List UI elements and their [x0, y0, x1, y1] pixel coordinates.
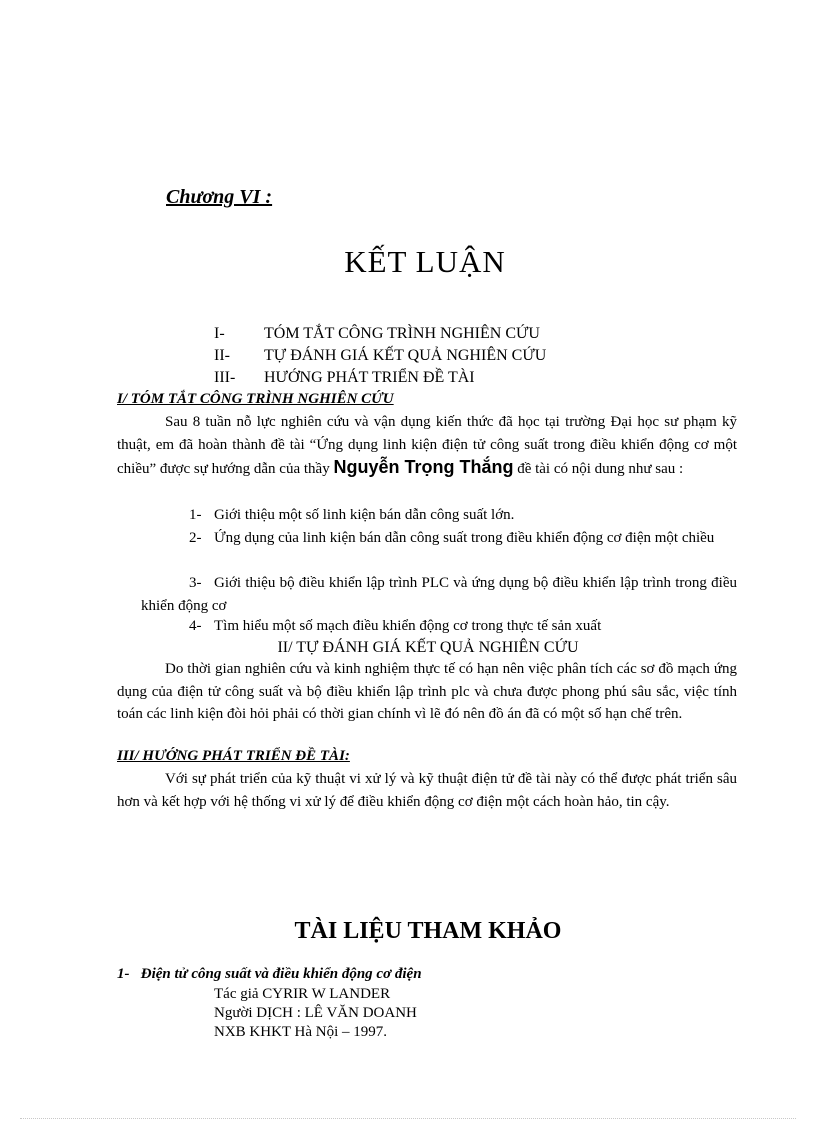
list-item-text: Giới thiệu một số linh kiện bán dẫn công suất lớn. [214, 507, 515, 523]
reference-number: 1- [117, 966, 130, 982]
page-bottom-divider [20, 1118, 796, 1119]
list-item-number: 1- [189, 507, 202, 523]
toc-item-number: III- [214, 369, 236, 386]
list-item-text: Giới thiệu bộ điều khiển lập trình PLC và ứng dụng bộ điều khiển lập trình trong điều khiển động cơ [141, 575, 737, 614]
list-item-number: 3- [189, 575, 202, 591]
reference-translator: Người DỊCH : LÊ VĂN DOANH [214, 1005, 417, 1021]
list-item-text: Tìm hiểu một số mạch điều khiển động cơ trong thực tế sản xuất [214, 618, 602, 634]
section-heading-development: III/ HƯỚNG PHÁT TRIỂN ĐỀ TÀI: [117, 748, 350, 764]
list-item [141, 572, 737, 617]
list-item-text: Ứng dụng của linh kiện bán dẫn công suất trong điều khiển động cơ điện một chiều [214, 530, 715, 546]
toc-item-text: TỰ ĐÁNH GIÁ KẾT QUẢ NGHIÊN CỨU [264, 347, 547, 364]
toc-item-number: II- [214, 347, 230, 364]
reference-publisher: NXB KHKT Hà Nội – 1997. [214, 1024, 388, 1040]
evaluation-text: Do thời gian nghiên cứu và kinh nghiệm thực tế có hạn nên việc phân tích các sơ đồ mạch ứng dụng của điện tử công suất và bộ điều khiển lập trình plc và chưa được phong phú sâu sắc, việc tính toán các linh kiện đòi hỏi phải có thời gian chính vì lẽ đó nên đồ án đã có một số hạn chế trên. [117, 661, 737, 723]
section-heading-evaluation: II/ TỰ ĐÁNH GIÁ KẾT QUẢ NGHIÊN CỨU [277, 639, 579, 656]
toc-item [214, 369, 475, 387]
summary-paragraph [117, 411, 737, 481]
summary-text-before: Sau 8 tuần nỗ lực nghiên cứu và vận dụng kiến thức đã học tại trường Đại học sư phạm kỹ thuật, em đã hoàn thành đề tài “Ứng dụng linh kiện điện tử công suất trong điều khiển động cơ một chiều” được sự hướng dẫn của thầy [117, 414, 737, 478]
toc-item [214, 325, 540, 343]
reference-author: Tác giả CYRIR W LANDER [214, 986, 391, 1002]
list-item-number: 4- [189, 618, 202, 634]
reference-item-title [117, 966, 422, 983]
list-item [141, 504, 737, 527]
list-item-number: 2- [189, 530, 202, 546]
references-title: TÀI LIỆU THAM KHẢO [294, 918, 562, 944]
toc-item-number: I- [214, 325, 225, 342]
development-paragraph [117, 768, 737, 813]
list-item [141, 615, 737, 638]
evaluation-paragraph [117, 658, 737, 726]
development-text: Với sự phát triển của kỹ thuật vi xử lý và kỹ thuật điện tử đề tài này có thể được phát triển sâu hơn và kết hợp với hệ thống vi xử lý để điều khiển động cơ điện một cách hoàn hảo, tin cậy. [117, 771, 737, 810]
advisor-name: Nguyễn Trọng Thắng [333, 457, 514, 478]
page-title: KẾT LUẬN [344, 244, 506, 279]
section-heading-summary: I/ TÓM TẮT CÔNG TRÌNH NGHIÊN CỨU [117, 391, 394, 407]
toc-item [214, 347, 546, 365]
toc-item-text: TÓM TẮT CÔNG TRÌNH NGHIÊN CỨU [264, 325, 540, 342]
toc-item-text: HƯỚNG PHÁT TRIỂN ĐỀ TÀI [264, 369, 475, 386]
summary-text-after: đề tài có nội dung như sau : [513, 461, 684, 478]
list-item [141, 527, 737, 550]
reference-title: Điện tử công suất và điều khiển động cơ điện [140, 966, 422, 982]
chapter-label: Chương VI : [166, 186, 273, 208]
